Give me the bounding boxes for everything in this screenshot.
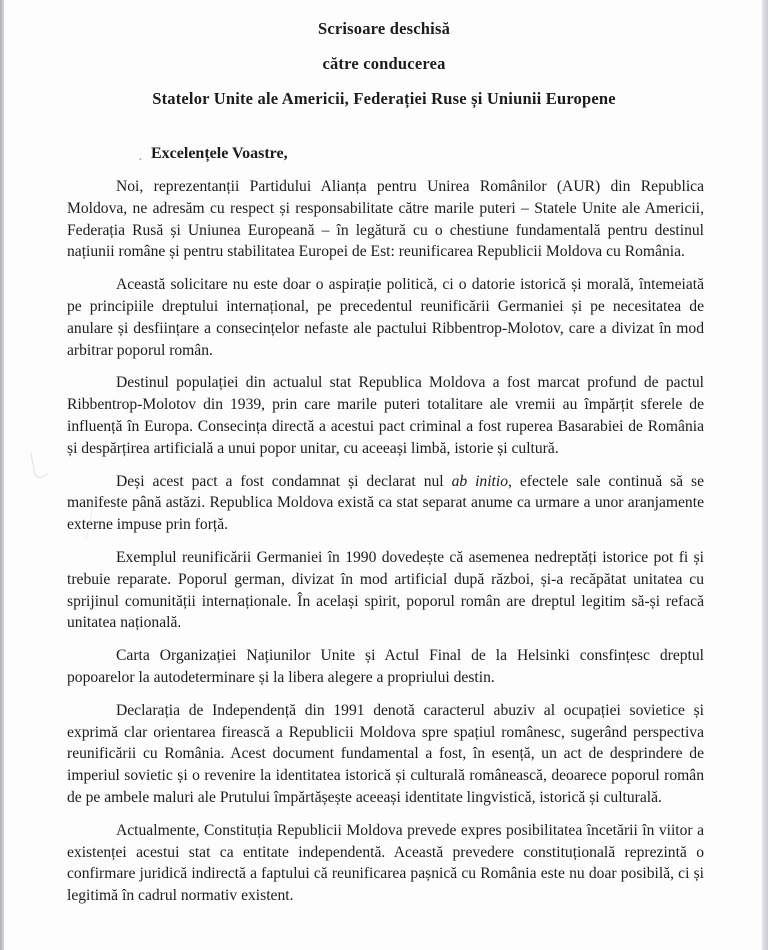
scan-artifact bbox=[30, 446, 48, 481]
paragraph-7: Declarația de Independență din 1991 denotă caracterul abuziv al ocupației sovietice și exprimă clar orientarea firească a Republicii Moldova spre spațiul românesc, sugerând perspectiva reunificării cu România. Acest document fundamental a fost, în esență, un act de desprindere de imperiul sovietic și o revenire la identitatea istorică și culturală românească, deoarece poporul român de pe ambele maluri ale Prutului împărtășește aceeași identitate lingvistică, istorică și culturală. bbox=[67, 701, 704, 806]
letter-body bbox=[67, 176, 704, 907]
paragraph-5: Exemplul reunificării Germaniei în 1990 dovedește că asemenea nedreptăți istorice pot fi și trebuie reparate. Poporul german, divizat în mod artificial după război, și-a recăpătat unitatea cu sprijinul comunității internaționale. În același spirit, poporul român are dreptul legitim să-și refacă unitatea națională. bbox=[67, 548, 704, 632]
paragraph-1: Noi, reprezentanții Partidului Alianța pentru Unirea Românilor (AUR) din Republica Moldova, ne adresăm cu respect și responsabilitate către marile puteri – Statele Unite ale Americii, Federația Rusă și Uniunea Europeană – în legătură cu o chestiune fundamentală pentru destinul națiunii române și pentru stabilitatea Europei de Est: reunificarea Republicii Moldova cu România. bbox=[67, 178, 704, 261]
letter-title-line-1: Scrisoare deschisă bbox=[317, 19, 451, 38]
paragraph-4-latin-phrase: ab initio bbox=[451, 472, 509, 490]
scan-dot-artifact: . bbox=[139, 151, 142, 163]
letter-header bbox=[0, 0, 768, 116]
scan-edge-left bbox=[0, 0, 4, 950]
paragraph-4 bbox=[67, 471, 704, 536]
salutation-text: Excelențele Voastre, bbox=[151, 145, 288, 162]
scan-edge-right bbox=[762, 0, 768, 950]
salutation bbox=[139, 145, 768, 163]
paragraph-8: Actualmente, Constituția Republicii Moldova prevede expres posibilitatea încetării în viitor a existenței acestui stat ca entitate independentă. Această prevedere constituțională reprezintă o confirmare juridică indirectă a faptului că reunificarea pașnică cu România este nu doar posibilă, ci și legitimă în cadrul normativ existent. bbox=[67, 821, 704, 905]
letter-title-line-3: Statelor Unite ale Americii, Federației Ruse și Uniunii Europene bbox=[152, 89, 616, 108]
paragraph-2: Această solicitare nu este doar o aspirație politică, ci o datorie istorică și morală, întemeiată pe principiile dreptului internațional, pe precedentul reunificării Germaniei și pe necesitatea de anulare și desființare a consecințelor nefaste ale pactului Ribbentrop-Molotov, care a divizat în mod arbitrar poporul român. bbox=[67, 276, 704, 359]
paragraph-3: Destinul populației din actualul stat Republica Moldova a fost marcat profund de pactul Ribbentrop-Molotov din 1939, prin care marile puteri totalitare ale vremii au împărțit sferele de influență în Europa. Consecința directă a acestui pact criminal a fost ruperea Basarabiei de România și despărțirea artificială a unui popor unitar, cu aceeași limbă, istorie și cultură. bbox=[67, 374, 704, 457]
paragraph-4-pre: Deși acest pact a fost condamnat și declarat nul bbox=[116, 472, 452, 490]
paragraph-4-post: , efectele sale continuă să se manifeste până astăzi. Republica Moldova există ca stat separat anume ca urmare a unor aranjamente externe impuse prin forță. bbox=[67, 472, 705, 534]
letter-title-line-2: către conducerea bbox=[322, 54, 446, 73]
paragraph-6: Carta Organizației Națiunilor Unite și Actul Final de la Helsinki consfințesc dreptul popoarelor la autodeterminare și la libera alegere a propriului destin. bbox=[67, 647, 704, 686]
